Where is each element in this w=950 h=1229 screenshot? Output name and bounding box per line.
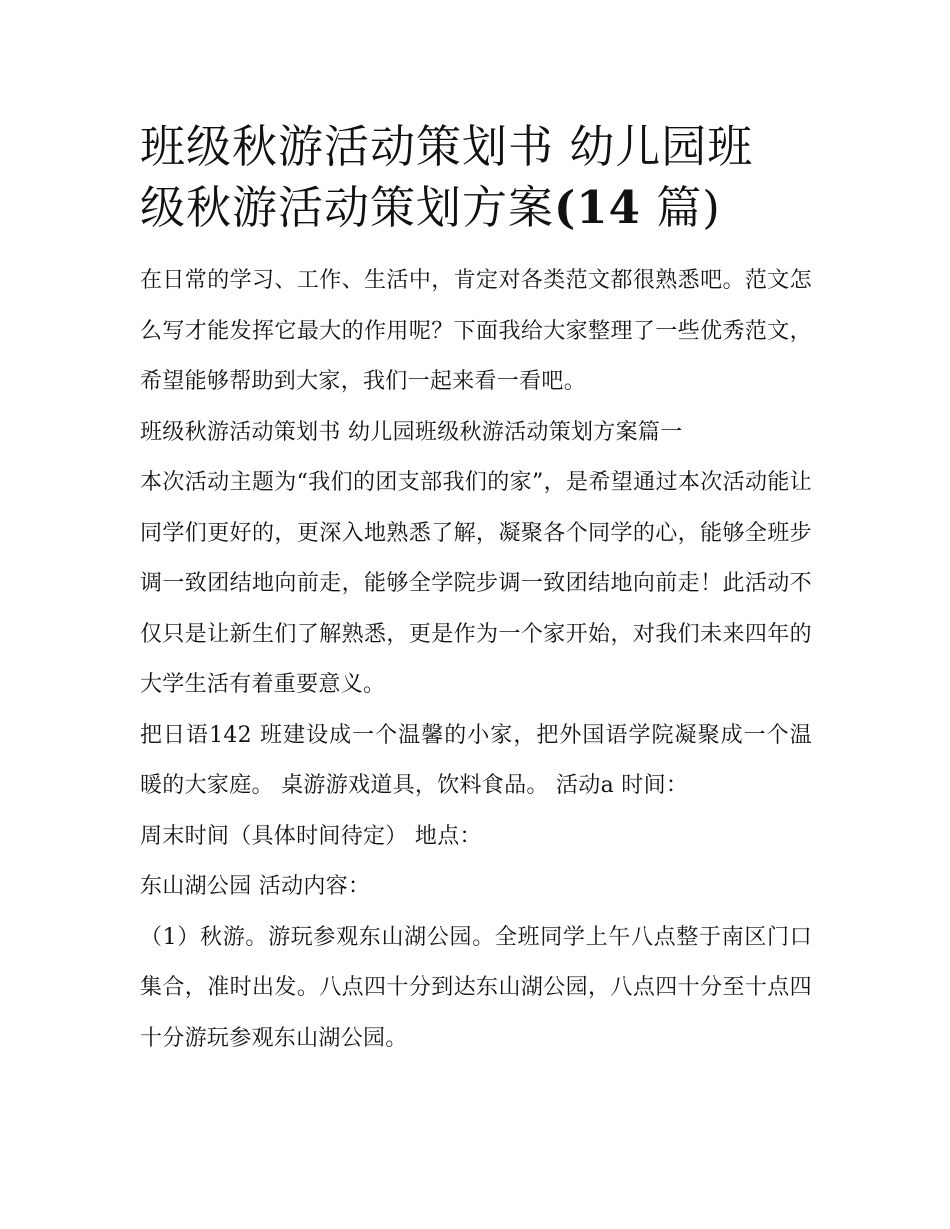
section-heading: 班级秋游活动策划书 幼儿园班级秋游活动策划方案篇一	[140, 419, 683, 445]
document-page	[140, 116, 812, 1064]
theme-paragraph: 本次活动主题为“我们的团支部我们的家”，是希望通过本次活动能让同学们更好的，更深入地熟悉了解，凝聚各个同学的心，能够全班步调一致团结地向前走，能够全学院步调一致团结地向前走！此活动不仅只是让新生们了解熟悉，更是作为一个家开始，对我们未来四年的大学生活有着重要意义。	[140, 470, 812, 697]
title-line-2: 级秋游活动策划方案	[140, 181, 555, 234]
title-suffix: 篇)	[640, 181, 721, 234]
document-title	[140, 116, 812, 238]
time-paragraph: 周末时间（具体时间待定） 地点：	[140, 823, 482, 849]
title-line-1: 班级秋游活动策划书 幼儿园班	[140, 120, 754, 173]
goal-paragraph: 把日语142 班建设成一个温馨的小家，把外国语学院凝聚成一个温暖的大家庭。 桌游游戏道具，饮料食品。 活动a 时间：	[140, 722, 812, 798]
activity-paragraph: （1）秋游。游玩参观东山湖公园。全班同学上午八点整于南区门口集合，准时出发。八点四十分到达东山湖公园，八点四十分至十点四十分游玩参观东山湖公园。	[140, 924, 812, 1051]
title-count: (14	[554, 181, 641, 234]
intro-paragraph: 在日常的学习、工作、生活中，肯定对各类范文都很熟悉吧。范文怎么写才能发挥它最大的作用呢？下面我给大家整理了一些优秀范文，希望能够帮助到大家，我们一起来看一看吧。	[140, 268, 812, 394]
location-paragraph: 东山湖公园 活动内容：	[140, 874, 371, 899]
